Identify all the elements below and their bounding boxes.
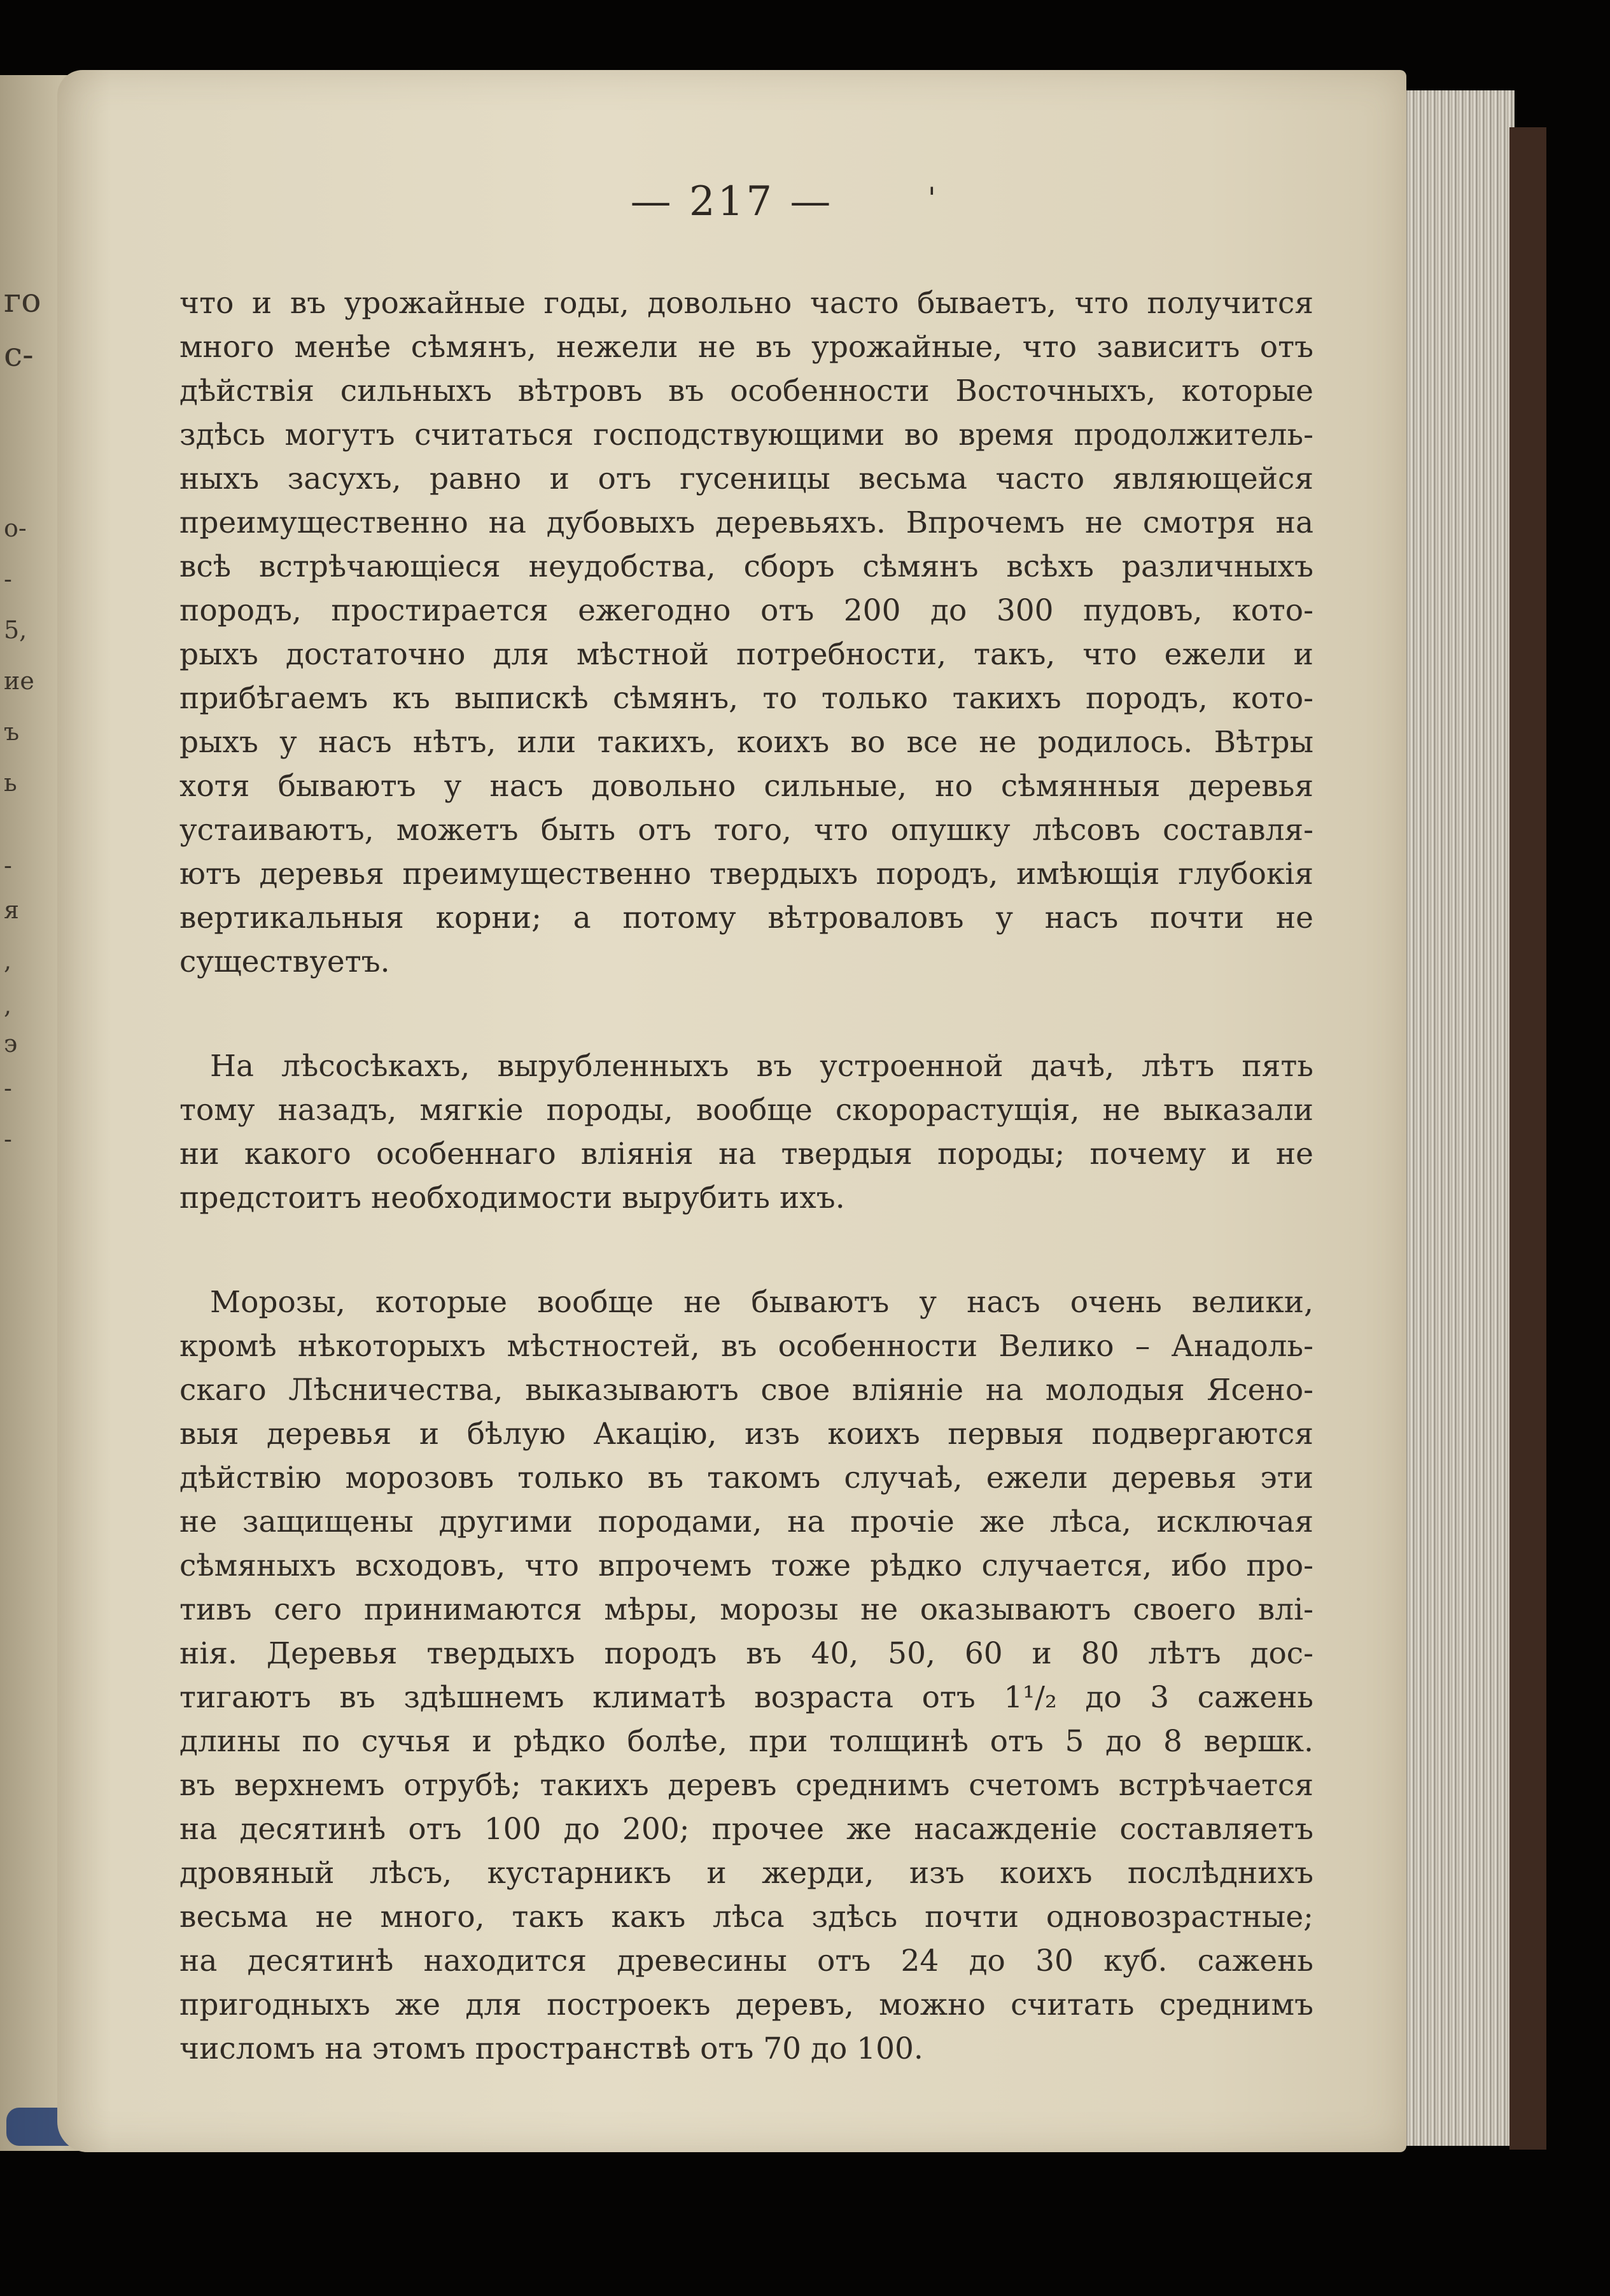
text-line: Морозы, которые вообще не бываютъ у насъ очень велики, xyxy=(210,1285,1313,1320)
text-line: выя деревья и бѣлую Акацію, изъ коихъ первыя подвергаются xyxy=(179,1417,1313,1452)
left-page-fragment: - xyxy=(4,1074,12,1102)
paragraph-2 xyxy=(179,1044,1313,1220)
text-line: тому назадъ, мягкіе породы, вообще скорорастущія, не выказали xyxy=(179,1093,1313,1128)
paragraph-3 xyxy=(179,1280,1313,2071)
left-page-fragment: с- xyxy=(4,336,34,374)
text-line: рыхъ у насъ нѣтъ, или такихъ, коихъ во все не родилось. Вѣтры xyxy=(179,725,1313,760)
text-line: тигаютъ въ здѣшнемъ климатѣ возраста отъ 1¹/₂ до 3 сажень xyxy=(179,1680,1313,1715)
text-line: всѣ встрѣчающіеся неудобства, сборъ сѣмянъ всѣхъ различныхъ xyxy=(179,549,1313,584)
text-line: скаго Лѣсничества, выказываютъ свое вліяніе на молодыя Ясено- xyxy=(179,1373,1313,1408)
left-page-fragment: ъ xyxy=(4,718,20,746)
left-page-fragment: - xyxy=(4,1125,12,1153)
text-line: что и въ урожайные годы, довольно часто бываетъ, что получится xyxy=(179,286,1313,321)
text-line: числомъ на этомъ пространствѣ отъ 70 до 100. xyxy=(179,2031,923,2066)
left-page-fragment: ие xyxy=(4,667,34,695)
text-line: существуетъ. xyxy=(179,944,390,979)
text-line: въ верхнемъ отрубѣ; такихъ деревъ среднимъ счетомъ встрѣчается xyxy=(179,1768,1313,1803)
text-line: преимущественно на дубовыхъ деревьяхъ. Впрочемъ не смотря на xyxy=(179,505,1313,540)
text-line: рыхъ достаточно для мѣстной потребности, такъ, что ежели и xyxy=(179,637,1313,672)
left-page-fragment: , xyxy=(4,991,12,1019)
text-line: здѣсь могутъ считаться господствующими во время продолжитель- xyxy=(179,417,1313,452)
text-line: не защищены другими породами, на прочіе же лѣса, исключая xyxy=(179,1504,1313,1539)
text-line: устаиваютъ, можетъ быть отъ того, что опушку лѣсовъ составля- xyxy=(179,813,1313,848)
body-text xyxy=(179,281,1313,2131)
left-page-fragment: 5, xyxy=(4,616,27,644)
text-line: ютъ деревья преимущественно твердыхъ породъ, имѣющія глубокія xyxy=(179,857,1313,892)
text-line: дѣйствія сильныхъ вѣтровъ въ особенности Восточныхъ, которые xyxy=(179,374,1313,409)
text-line: ныхъ засухъ, равно и отъ гусеницы весьма часто являющейся xyxy=(179,461,1313,496)
text-line: На лѣсосѣкахъ, вырубленныхъ въ устроенной дачѣ, лѣтъ пять xyxy=(210,1049,1313,1084)
text-line: на десятинѣ отъ 100 до 200; прочее же насажденіе составляетъ xyxy=(179,1812,1313,1847)
left-page-fragment: я xyxy=(4,896,19,924)
text-line: дѣйствію морозовъ только въ такомъ случаѣ, ежели деревья эти xyxy=(179,1460,1313,1495)
text-line: много менѣе сѣмянъ, нежели не въ урожайные, что зависитъ отъ xyxy=(179,330,1313,365)
left-page-fragment: ь xyxy=(4,769,17,797)
text-line: тивъ сего принимаются мѣры, морозы не оказываютъ своего влі- xyxy=(179,1592,1313,1627)
text-line: пригодныхъ же для построекъ деревъ, можно считать среднимъ xyxy=(179,1987,1313,2022)
left-page-fragment: , xyxy=(4,947,12,975)
text-line: хотя бываютъ у насъ довольно сильные, но сѣмянныя деревья xyxy=(179,769,1313,804)
page-number: — 217 — xyxy=(630,178,834,225)
paragraph-1 xyxy=(179,281,1313,984)
page-mark: ' xyxy=(928,181,936,215)
text-line: дровяный лѣсъ, кустарникъ и жерди, изъ коихъ послѣднихъ xyxy=(179,1856,1313,1891)
left-page-fragment: - xyxy=(4,565,12,593)
text-line: ни какого особеннаго вліянія на твердыя породы; почему и не xyxy=(179,1137,1313,1172)
text-line: породъ, простирается ежегодно отъ 200 до 300 пудовъ, кото- xyxy=(179,593,1313,628)
book-cover xyxy=(1509,127,1546,2150)
text-line: весьма не много, такъ какъ лѣса здѣсь почти одновозрастные; xyxy=(179,1900,1313,1935)
left-page-fragment: о- xyxy=(4,514,27,542)
text-line: предстоитъ необходимости вырубить ихъ. xyxy=(179,1180,845,1215)
left-page-fragment: го xyxy=(4,282,41,320)
page-edges xyxy=(1403,90,1515,2146)
text-line: прибѣгаемъ къ выпискѣ сѣмянъ, то только такихъ породъ, кото- xyxy=(179,681,1313,716)
book-page xyxy=(57,70,1406,2152)
text-line: длины по сучья и рѣдко болѣе, при толщинѣ отъ 5 до 8 вершк. xyxy=(179,1724,1313,1759)
text-line: кромѣ нѣкоторыхъ мѣстностей, въ особенности Велико – Анадоль- xyxy=(179,1329,1313,1364)
text-line: нія. Деревья твердыхъ породъ въ 40, 50, 60 и 80 лѣтъ дос- xyxy=(179,1636,1313,1671)
text-line: на десятинѣ находится древесины отъ 24 до 30 куб. сажень xyxy=(179,1943,1313,1978)
left-page-fragment: - xyxy=(4,851,12,879)
left-page-fragment: э xyxy=(4,1030,18,1058)
text-line: сѣмяныхъ всходовъ, что впрочемъ тоже рѣдко случается, ибо про- xyxy=(179,1548,1313,1583)
text-line: вертикальныя корни; а потому вѣтроваловъ у насъ почти не xyxy=(179,900,1313,935)
